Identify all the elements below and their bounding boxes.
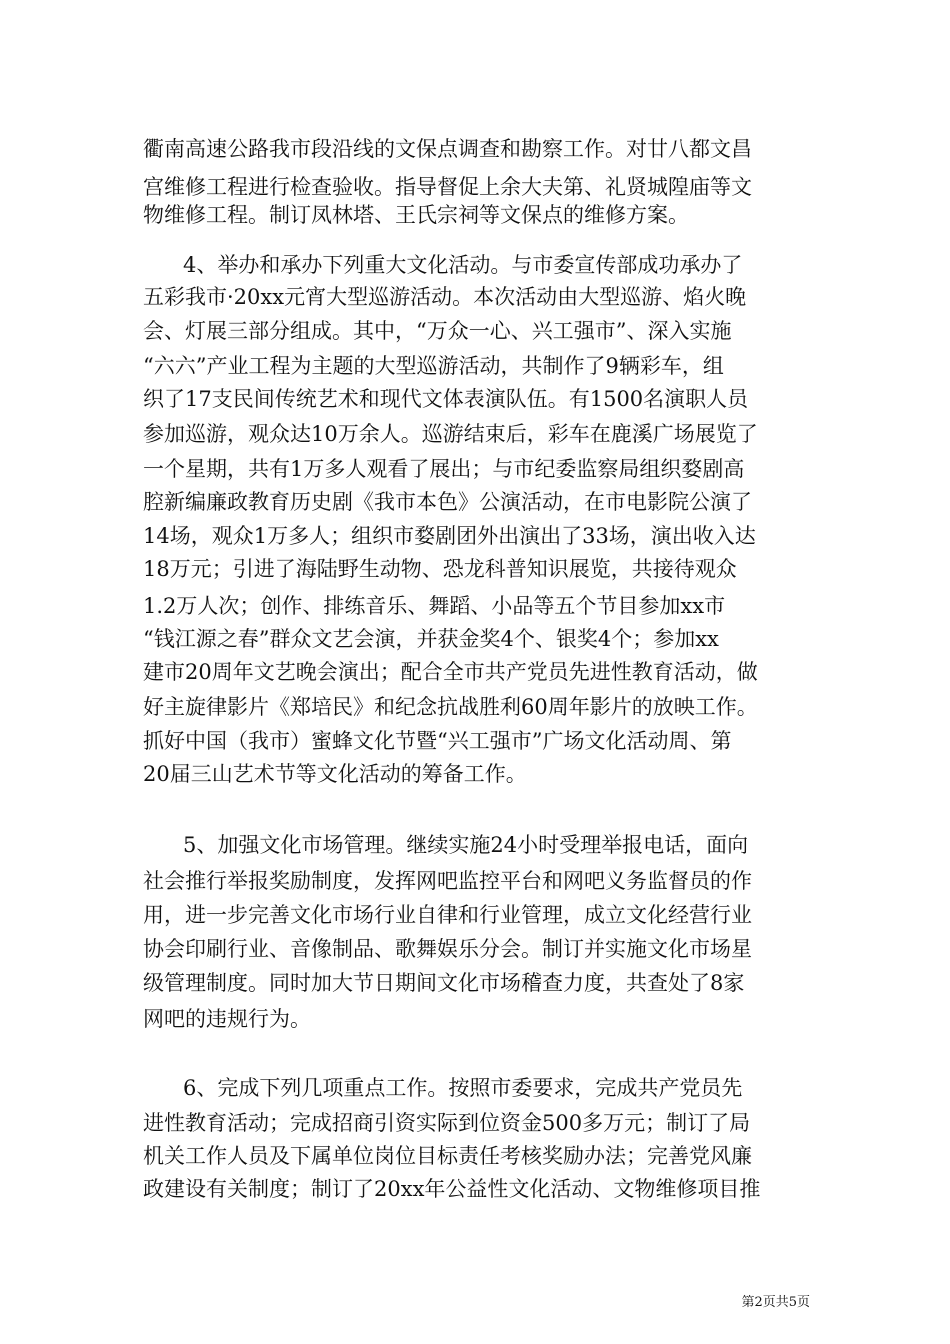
paragraph-line: 14场，观众1万多人；组织市婺剧团外出演出了33场，演出收入达	[143, 524, 756, 548]
paragraph-line: 18万元；引进了海陆野生动物、恐龙科普知识展览，共接待观众	[143, 557, 737, 581]
paragraph-line: 协会印刷行业、音像制品、歌舞娱乐分会。制订并实施文化市场星	[143, 937, 752, 961]
paragraph-line: 用，进一步完善文化市场行业自律和行业管理，成立文化经营行业	[143, 903, 752, 927]
paragraph-line: 参加巡游，观众达10万余人。巡游结束后，彩车在鹿溪广场展览了	[143, 422, 758, 446]
paragraph-line: 五彩我市·20xx元宵大型巡游活动。本次活动由大型巡游、焰火晚	[143, 285, 747, 309]
paragraph-line: 6、完成下列几项重点工作。按照市委要求，完成共产党员先	[183, 1076, 743, 1100]
paragraph-line: 织了17支民间传统艺术和现代文体表演队伍。有1500名演职人员	[143, 387, 749, 411]
paragraph-line: 4、举办和承办下列重大文化活动。与市委宣传部成功承办了	[183, 253, 743, 277]
paragraph-line: 物维修工程。制订凤林塔、王氏宗祠等文保点的维修方案。	[143, 203, 689, 227]
paragraph-line: 机关工作人员及下属单位岗位目标责任考核奖励办法；完善党风廉	[143, 1144, 752, 1168]
paragraph-line: 衢南高速公路我市段沿线的文保点调查和勘察工作。对廿八都文昌	[143, 137, 752, 161]
paragraph-line: 会、灯展三部分组成。其中，“万众一心、兴工强市”、深入实施	[143, 319, 732, 343]
paragraph-line: 网吧的违规行为。	[143, 1007, 311, 1031]
paragraph-line: 进性教育活动；完成招商引资实际到位资金500多万元；制订了局	[143, 1111, 751, 1135]
paragraph-line: 20届三山艺术节等文化活动的筹备工作。	[143, 762, 527, 786]
paragraph-line: 抓好中国（我市）蜜蜂文化节暨“兴工强市”广场文化活动周、第	[143, 729, 732, 753]
paragraph-line: 一个星期，共有1万多人观看了展出；与市纪委监察局组织婺剧高	[143, 457, 745, 481]
paragraph-line: 建市20周年文艺晚会演出；配合全市共产党员先进性教育活动，做	[143, 660, 758, 684]
paragraph-line: 好主旋律影片《郑培民》和纪念抗战胜利60周年影片的放映工作。	[143, 695, 758, 719]
paragraph-line: 腔新编廉政教育历史剧《我市本色》公演活动，在市电影院公演了	[143, 490, 752, 514]
paragraph-line: 级管理制度。同时加大节日期间文化市场稽查力度，共查处了8家	[143, 971, 745, 995]
paragraph-line: 1.2万人次；创作、排练音乐、舞蹈、小品等五个节目参加xx市	[143, 594, 726, 618]
paragraph-line: 政建设有关制度；制订了20xx年公益性文化活动、文物维修项目推	[143, 1177, 761, 1201]
paragraph-line: 宫维修工程进行检查验收。指导督促上余大夫第、礼贤城隍庙等文	[143, 175, 752, 199]
paragraph-line: 社会推行举报奖励制度，发挥网吧监控平台和网吧义务监督员的作	[143, 869, 752, 893]
paragraph-line: “六六”产业工程为主题的大型巡游活动，共制作了9辆彩车，组	[143, 354, 724, 378]
paragraph-line: 5、加强文化市场管理。继续实施24小时受理举报电话，面向	[183, 833, 749, 857]
page-number: 第2页共5页	[741, 1295, 810, 1310]
paragraph-line: “钱江源之春”群众文艺会演，并获金奖4个、银奖4个；参加xx	[143, 627, 719, 651]
